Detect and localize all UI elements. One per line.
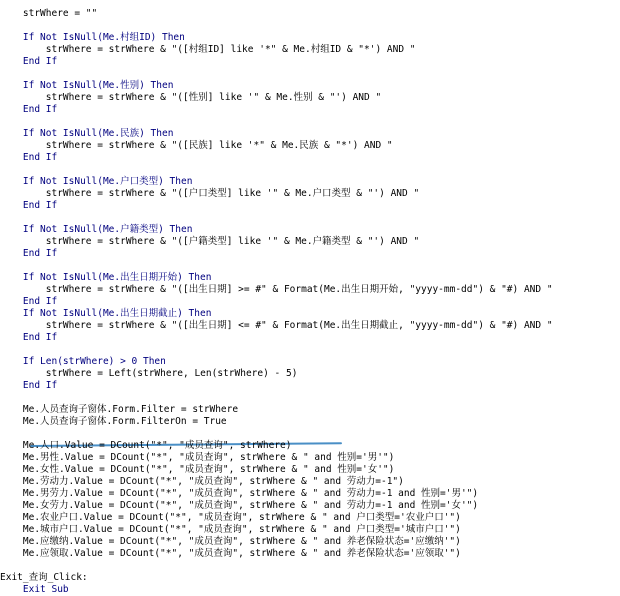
code-line: strWhere = "" [0,8,98,19]
code-line: Me.城市户口.Value = DCount("*", "成员查询", strWhere & " and 户口类型='城市户口'") [0,524,461,535]
code-line: Me.应领取.Value = DCount("*", "成员查询", strWhere & " and 养老保险状态='应领取'") [0,548,461,559]
code-line: End If [0,152,58,163]
code-line: Me.劳动力.Value = DCount("*", "成员查询", strWhere & " and 劳动力=-1") [0,476,404,487]
code-line: strWhere = strWhere & "([户籍类型] like '" & Me.户籍类型 & "') AND " [0,236,420,247]
code-line: Exit_查询_Click: [0,572,88,583]
code-line: If Len(strWhere) > 0 Then [0,356,166,367]
code-line: End If [0,380,58,391]
code-line: strWhere = strWhere & "([户口类型] like '" & Me.户口类型 & "') AND " [0,188,420,199]
code-line: Me.应缴纳.Value = DCount("*", "成员查询", strWhere & " and 养老保险状态='应缴纳'") [0,536,461,547]
code-line: strWhere = strWhere & "([性别] like '" & Me.性别 & "') AND " [0,92,382,103]
code-line: strWhere = strWhere & "([村组ID] like '*" & Me.村组ID & "*') AND " [0,44,416,55]
code-line: End If [0,296,58,307]
code-line: If Not IsNull(Me.出生日期截止) Then [0,308,212,319]
code-line: Me.女性.Value = DCount("*", "成员查询", strWhere & " and 性别='女'") [0,464,395,475]
code-line: End If [0,56,58,67]
code-line: End If [0,200,58,211]
code-line: strWhere = strWhere & "([出生日期] >= #" & Format(Me.出生日期开始, "yyyy-mm-dd") & "#) AND " [0,284,553,295]
code-line: If Not IsNull(Me.户籍类型) Then [0,224,193,235]
code-line: If Not IsNull(Me.民族) Then [0,128,174,139]
code-line: Exit Sub [0,584,69,595]
code-line: strWhere = strWhere & "([出生日期] <= #" & Format(Me.出生日期截止, "yyyy-mm-dd") & "#) AND " [0,320,553,331]
code-line: If Not IsNull(Me.出生日期开始) Then [0,272,212,283]
code-line: Me.男劳力.Value = DCount("*", "成员查询", strWhere & " and 劳动力=-1 and 性别='男'") [0,488,479,499]
code-line: Me.人员查询子窗体.Form.FilterOn = True [0,416,227,427]
code-line: If Not IsNull(Me.性别) Then [0,80,174,91]
code-line: strWhere = Left(strWhere, Len(strWhere) - 5) [0,368,298,379]
code-line: strWhere = strWhere & "([民族] like '*" & Me.民族 & "*') AND " [0,140,393,151]
code-line: Me.人员查询子窗体.Form.Filter = strWhere [0,404,239,415]
code-line: End If [0,332,58,343]
code-line: Me.女劳力.Value = DCount("*", "成员查询", strWhere & " and 劳动力=-1 and 性别='女'") [0,500,479,511]
code-line: End If [0,248,58,259]
code-line: Me.男性.Value = DCount("*", "成员查询", strWhere & " and 性别='男'") [0,452,395,463]
code-line: If Not IsNull(Me.户口类型) Then [0,176,193,187]
code-line: Me.农业户口.Value = DCount("*", "成员查询", strWhere & " and 户口类型='农业户口'") [0,512,461,523]
code-line: Me.人口.Value = DCount("*", "成员查询", strWhere) [0,440,292,451]
code-line: End If [0,104,58,115]
code-line: If Not IsNull(Me.村组ID) Then [0,32,185,43]
